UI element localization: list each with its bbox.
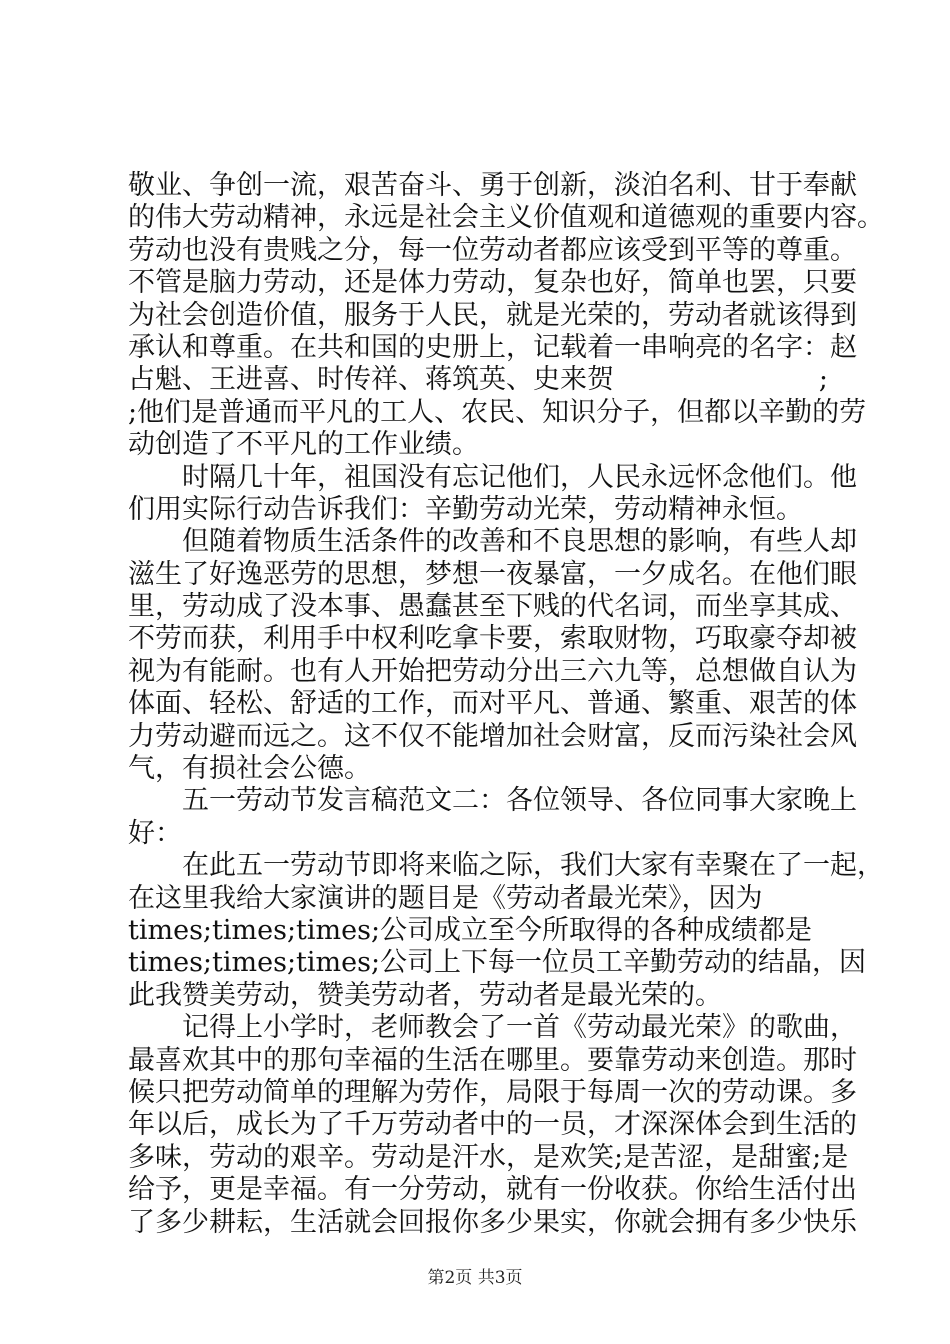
text-line: times;times;times;公司成立至今所取得的各种成绩都是 [128,914,813,946]
text-line: 力劳动避而远之。这不仅不能增加社会财富，反而污染社会风 [128,720,857,752]
text-line: 好： [128,817,182,849]
text-line: 承认和尊重。在共和国的史册上，记载着一串响亮的名字：赵 [128,331,857,363]
text-line: ;他们是普通而平凡的工人、农民、知识分子，但都以辛勤的劳 [128,396,867,428]
text-line: 为社会创造价值，服务于人民，就是光荣的，劳动者就该得到 [128,299,857,331]
page-footer: 第2页 共3页 [427,1268,523,1288]
text-line: 不劳而获，利用手中权利吃拿卡要，索取财物，巧取豪夺却被 [128,623,857,655]
paragraph-start: 时隔几十年，祖国没有忘记他们，人民永远怀念他们。他 [182,461,857,493]
text-line: 敬业、争创一流，艰苦奋斗、勇于创新，淡泊名利、甘于奉献 [128,170,857,201]
paragraph-start: 但随着物质生活条件的改善和不良思想的影响，有些人却 [182,526,857,558]
text-line: 多味，劳动的艰辛。劳动是汗水，是欢笑;是苦涩，是甜蜜;是 [128,1141,849,1173]
text-line: 们用实际行动告诉我们：辛勤劳动光荣，劳动精神永恒。 [128,493,803,525]
paragraph-start: 记得上小学时，老师教会了一首《劳动最光荣》的歌曲， [182,1012,857,1044]
text-line: 最喜欢其中的那句幸福的生活在哪里。要靠劳动来创造。那时 [128,1044,857,1076]
text-line: 体面、轻松、舒适的工作，而对平凡、普通、繁重、艰苦的体 [128,688,857,720]
text-line: 动创造了不平凡的工作业绩。 [128,429,479,461]
text-line: 劳动也没有贵贱之分，每一位劳动者都应该受到平等的尊重。 [128,234,857,266]
text-line: 滋生了好逸恶劳的思想，梦想一夜暴富，一夕成名。在他们眼 [128,558,857,590]
text-line: times;times;times;公司上下每一位员工辛勤劳动的结晶，因 [128,947,867,979]
text-line: 不管是脑力劳动，还是体力劳动，复杂也好，简单也罢，只要 [128,267,857,299]
text-line: 里，劳动成了没本事、愚蠢甚至下贱的代名词，而坐享其成、 [128,591,857,623]
text-line: 的伟大劳动精神，永远是社会主义价值观和道德观的重要内容。 [128,202,884,234]
text-line [128,364,828,396]
body-text [128,170,884,1239]
paragraph-start: 在此五一劳动节即将来临之际，我们大家有幸聚在了一起， [182,850,884,882]
section-heading: 五一劳动节发言稿范文二：各位领导、各位同事大家晚上 [182,785,857,817]
text-line: 视为有能耐。也有人开始把劳动分出三六九等，总想做自认为 [128,655,857,687]
text-line: 在这里我给大家演讲的题目是《劳动者最光荣》，因为 [128,882,763,914]
text-line: 年以后，成长为了千万劳动者中的一员，才深深体会到生活的 [128,1109,857,1141]
text-line-left: 占魁、王进喜、时传祥、蒋筑英、史来贺 [128,364,614,396]
text-line: 了多少耕耘，生活就会回报你多少果实，你就会拥有多少快乐 [128,1206,857,1238]
text-line: 给予，更是幸福。有一分劳动，就有一份收获。你给生活付出 [128,1174,857,1206]
text-line: 此我赞美劳动，赞美劳动者，劳动者是最光荣的。 [128,979,722,1011]
text-line-right: ; [818,364,828,396]
text-line: 气，有损社会公德。 [128,753,371,785]
text-line: 候只把劳动简单的理解为劳作，局限于每周一次的劳动课。多 [128,1076,857,1108]
